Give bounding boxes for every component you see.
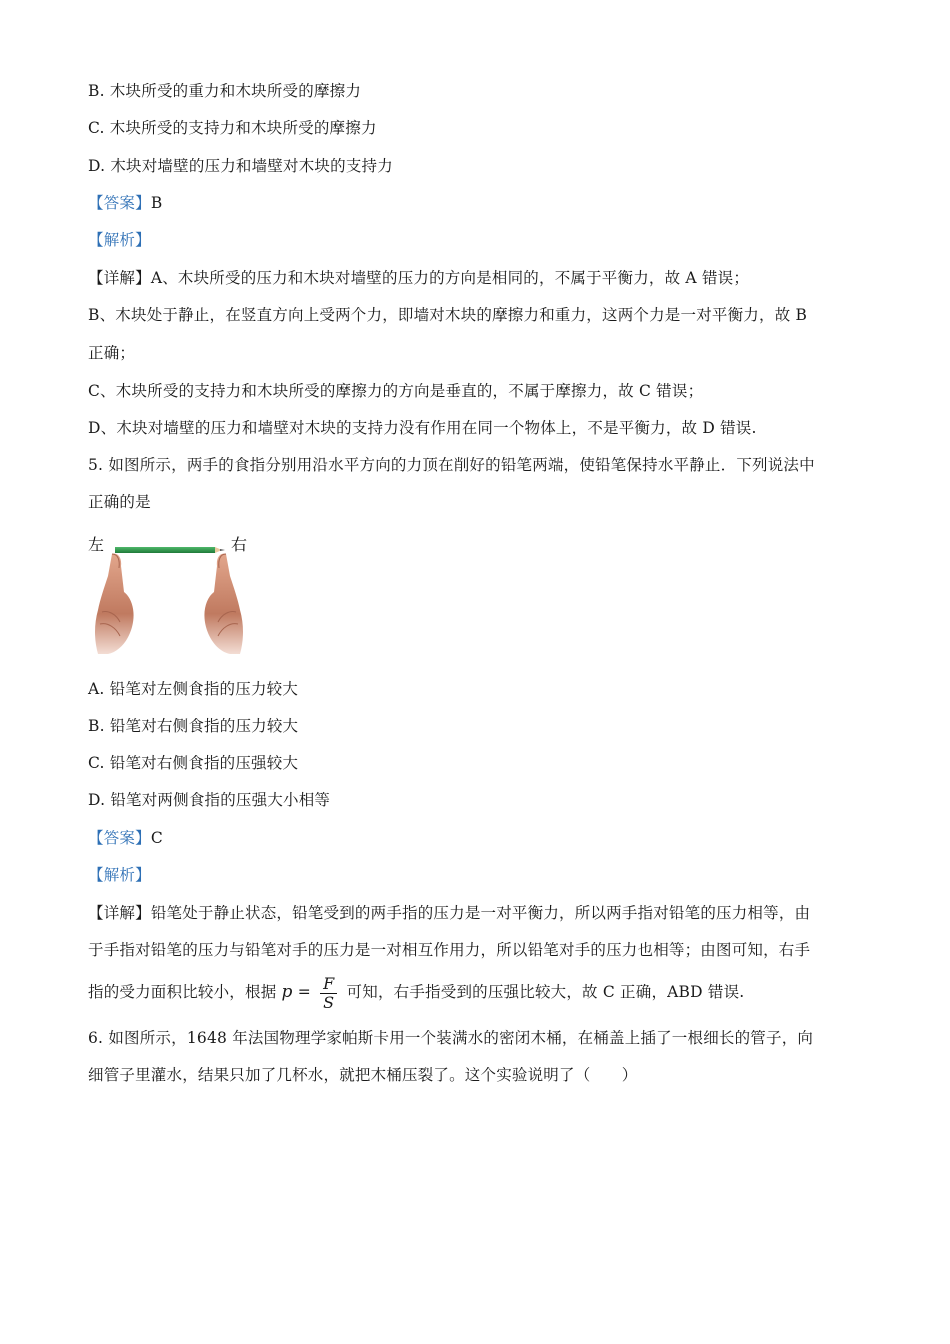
pencil-figure	[88, 532, 253, 657]
q6-stem-2: 细管子里灌水，结果只加了几杯水，就把木桶压裂了。这个实验说明了（ ）	[88, 1066, 638, 1084]
formula-eq: =	[292, 983, 317, 1001]
q5-detail-1	[88, 902, 810, 924]
answer-label: 【答案】	[88, 829, 151, 847]
q4-option-b: B. 木块所受的重力和木块所受的摩擦力	[88, 82, 362, 100]
figure-right-label: 右	[231, 535, 248, 554]
detail-label: 【详解】	[88, 269, 151, 287]
answer-label: 【答案】	[88, 194, 151, 212]
q4-analysis-label: 【解析】	[88, 231, 151, 249]
formula-lhs: p	[281, 982, 293, 1002]
answer-value: B	[150, 194, 163, 212]
q5-answer	[88, 827, 163, 849]
detail-label: 【详解】	[88, 904, 151, 922]
pencil-hands-illustration	[88, 532, 253, 657]
q5-analysis-label: 【解析】	[88, 866, 151, 884]
figure-left-label: 左	[88, 535, 105, 554]
detail-text: 铅笔处于静止状态，铅笔受到的两手指的压力是一对平衡力，所以两手指对铅笔的压力相等，由	[150, 904, 811, 922]
q4-detail-b-2: 正确；	[88, 344, 136, 362]
q5-option-d: D. 铅笔对两侧食指的压强大小相等	[88, 791, 331, 809]
detail-3-post: 可知，右手指受到的压强比较大，故 C 正确，ABD 错误.	[346, 983, 745, 1001]
q5-option-c: C. 铅笔对右侧食指的压强较大	[88, 754, 299, 772]
q5-stem-1: 5. 如图所示，两手的食指分别用沿水平方向的力顶在削好的铅笔两端，使铅笔保持水平静止．下列说法中	[88, 456, 815, 474]
q6-stem-1: 6. 如图所示，1648 年法国物理学家帕斯卡用一个装满水的密闭木桶，在桶盖上插了一根细长的管子，向	[88, 1029, 814, 1047]
q4-detail-b-1: B、木块处于静止，在竖直方向上受两个力，即墙对木块的摩擦力和重力，这两个力是一对平衡力，故 B	[88, 306, 808, 324]
q4-option-d: D. 木块对墙壁的压力和墙壁对木块的支持力	[88, 157, 393, 175]
q5-detail-2: 于手指对铅笔的压力与铅笔对手的压力是一对相互作用力，所以铅笔对手的压力也相等；由图可知，右手	[88, 941, 811, 959]
q5-option-b: B. 铅笔对右侧食指的压力较大	[88, 717, 299, 735]
pencil-body	[115, 547, 215, 553]
left-hand	[95, 554, 134, 654]
right-hand	[204, 554, 243, 654]
q5-detail-3	[88, 972, 744, 1012]
detail-text: A、木块所受的压力和木块对墙壁的压力的方向是相同的，不属于平衡力，故 A 错误；	[150, 269, 750, 287]
detail-3-pre: 指的受力面积比较小，根据	[88, 983, 277, 1001]
q5-option-a: A. 铅笔对左侧食指的压力较大	[88, 680, 299, 698]
answer-value: C	[150, 829, 163, 847]
q4-detail-d: D、木块对墙壁的压力和墙壁对木块的支持力没有作用在同一个物体上，不是平衡力，故 D 错误.	[88, 419, 757, 437]
q4-detail-c: C、木块所受的支持力和木块所受的摩擦力的方向是垂直的，不属于摩擦力，故 C 错误；	[88, 382, 704, 400]
formula-denominator: S	[323, 992, 335, 1012]
formula-fraction	[320, 975, 337, 1012]
q4-answer	[88, 192, 162, 214]
q5-stem-2: 正确的是	[88, 493, 151, 511]
formula-numerator: F	[320, 975, 337, 994]
q4-detail-a	[88, 267, 749, 289]
q4-option-c: C. 木块所受的支持力和木块所受的摩擦力	[88, 119, 377, 137]
